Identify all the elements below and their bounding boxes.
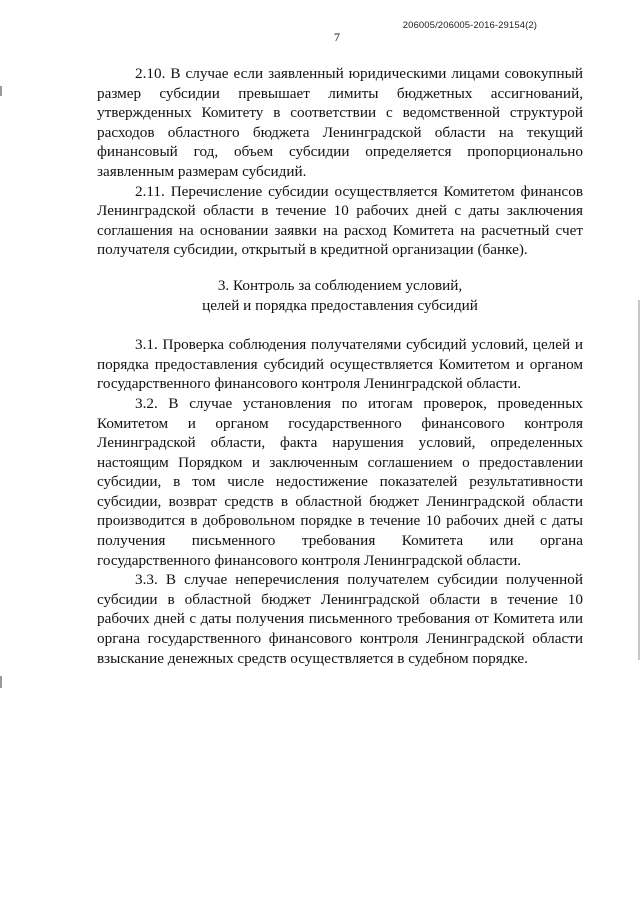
paragraph-3-1: 3.1. Проверка соблюдения получателями субсидий условий, целей и порядка предоставления субсидий осуществляется Комитетом и органом государственного финансового контроля Ленинградской области. [97, 336, 583, 393]
paragraph-2-10: 2.10. В случае если заявленный юридическими лицами совокупный размер субсидии превышает лимиты бюджетных ассигнований, утвержденных Комитету в соответствии с ведомственной структурой расходов областного бюджета Ленинградской области на текущий финансовый год, объем субсидии определяется пропорционально заявленным размерам субсидий. [97, 65, 583, 180]
document-body [97, 64, 583, 668]
section-heading [97, 276, 583, 315]
scan-edge-left-bottom [0, 676, 2, 688]
document-id: 206005/206005-2016-29154(2) [402, 20, 537, 31]
paragraph-3-2: 3.2. В случае установления по итогам проверок, проведенных Комитетом и органом государственного финансового контроля Ленинградской области, факта нарушения условий, определенных настоящим Порядком и заключенным соглашением о предоставлении субсидии, в том числе недостижение показателей результативности субсидии, возврат средств в областной бюджет Ленинградской области производится в добровольном порядке в течение 10 рабочих дней с даты получения письменного требования Комитета или органа государственного финансового контроля Ленинградской области. [97, 394, 583, 569]
scan-edge-left-top [0, 86, 2, 96]
paragraph-2-11: 2.11. Перечисление субсидии осуществляется Комитетом финансов Ленинградской области в течение 10 рабочих дней с даты заключения соглашения на основании заявки на расход Комитета на расчетный счет получателя субсидии, открытый в кредитной организации (банке). [97, 182, 583, 259]
paragraph-3-3: 3.3. В случае неперечисления получателем субсидии полученной субсидии в областной бюджет Ленинградской области в течение 10 рабочих дней с даты получения письменного требования от Комитета или органа государственного финансового контроля Ленинградской области взыскание денежных средств осуществляется в судебном порядке. [97, 571, 583, 667]
section-heading-line-1: 3. Контроль за соблюдением условий, [217, 276, 463, 294]
page-number: 7 [334, 30, 340, 44]
section-heading-line-2: целей и порядка предоставления субсидий [202, 296, 478, 314]
